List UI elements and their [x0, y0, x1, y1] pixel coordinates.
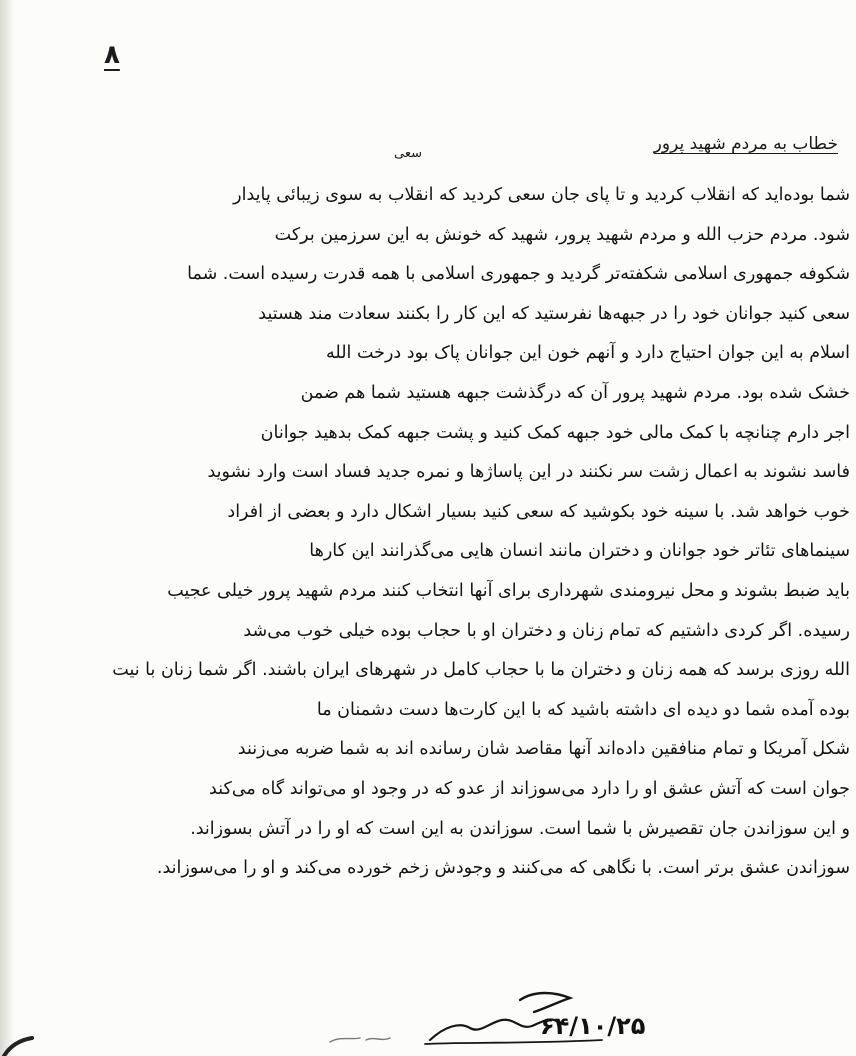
letter-line: باید ضبط بشوند و محل نیرومندی شهرداری برای آنها انتخاب کنند مردم شهید پرور خیلی عجیب: [167, 580, 850, 601]
letter-body: [8, 176, 850, 889]
letter-line: خشک شده بود. مردم شهید پرور آن که درگذشت جبهه هستید شما هم ضمن: [300, 382, 850, 403]
page-number: ۸: [104, 40, 120, 70]
letter-line: خوب خواهد شد. با سینه خود بکوشید که سعی کنید بسیار اشکال دارد و بعضی از افراد: [227, 501, 850, 522]
letter-line: اجر دارم چنانچه با کمک مالی خود جبهه کمک کنید و پشت جبهه کمک بدهید جوانان: [260, 422, 850, 443]
letter-line: شود. مردم حزب الله و مردم شهید پرور، شهید که خونش به این سرزمین برکت: [274, 224, 850, 245]
letter-line: سوزاندن عشق برتر است. با نگاهی که می‌کنند و وجودش زخم خورده می‌کند و او را می‌سوزاند.: [156, 858, 850, 879]
letter-heading: خطاب به مردم شهید پرور: [653, 134, 838, 154]
letter-line: و این سوزاندن جان تقصیرش با شما است. سوزاندن به این است که او را در آتش بسوزاند.: [190, 818, 850, 839]
letter-line: شکوفه جمهوری اسلامی شکفته‌تر گردید و جمهوری اسلامی با همه قدرت رسیده است. شما: [187, 264, 850, 285]
letter-line: بوده آمده شما دو دیده ای داشته باشید که با این کارت‌ها دست دشمنان ما: [316, 699, 850, 720]
letter-line: سینما‌های تئاتر خود جوانان و دختران مانند انسان هایی می‌گذرانند این کارها: [309, 541, 850, 562]
letter-line: سعی کنید جوانان خود را در جبهه‌ها نفرستید که این کار را بکنند سعادت مند هستید: [258, 303, 850, 324]
insert-note: سعی: [394, 146, 422, 161]
letter-date: ۶۴/۱۰/۲۵: [540, 1012, 646, 1040]
letter-line: الله روزی برسد که همه زنان و دختران ما با حجاب کامل در شهرهای ایران باشند. اگر شما زنان با نیت: [112, 660, 850, 681]
scan-corner-mark: [0, 1024, 40, 1056]
letter-line: رسیده. اگر کردی داشتیم که تمام زنان و دختران او با حجاب بوده خیلی خوب می‌شد: [243, 620, 850, 641]
letter-line: شکل آمریکا و تمام منافقین داده‌اند آنها مقاصد شان رسانده اند به شما ضربه می‌زنند: [237, 739, 850, 760]
letter-line: جوان است که آتش عشق او را دارد می‌سوزاند از عدو که در وجود او می‌تواند گاه می‌کند: [209, 778, 850, 799]
letter-line: اسلام به این جوان احتیاج دارد و آنهم خون این جوانان پاک بود درخت الله: [326, 343, 850, 364]
letter-line: فاسد نشوند به اعمال زشت سر نکنند در این پاساژها و نمره جدید فساد است وارد نشوید: [207, 462, 850, 483]
letter-line: شما بوده‌اید که انقلاب کردید و تا پای جان سعی کردید که انقلاب به سوی زیبائی پایدار: [233, 185, 850, 205]
